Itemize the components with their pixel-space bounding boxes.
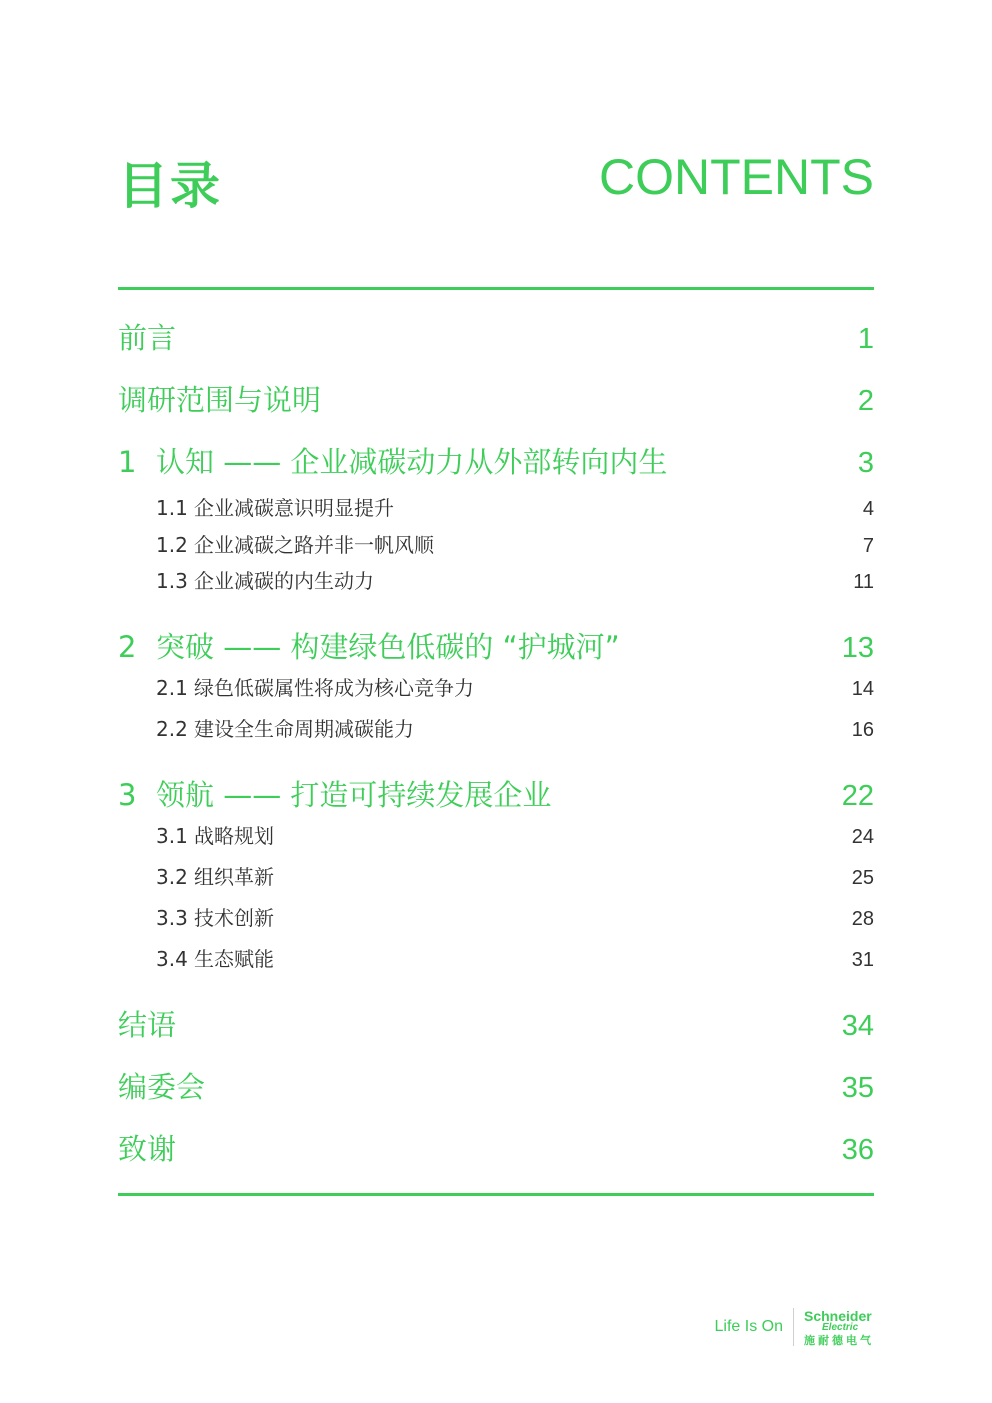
toc-label: 建设全生命周期减碳能力 [194, 717, 414, 741]
footer-logo [715, 1308, 874, 1346]
toc-label: 编委会 [118, 1070, 206, 1104]
page-title: 目录 [118, 157, 222, 215]
top-divider [118, 287, 874, 290]
toc-page: 31 [851, 949, 874, 971]
section-number: 3.4 [156, 947, 188, 971]
toc-label: 致谢 [118, 1132, 177, 1166]
section-number: 1.2 [156, 533, 188, 557]
toc-item-committee[interactable] [118, 1065, 874, 1106]
toc-item-chapter-3[interactable] [118, 773, 874, 814]
toc-page: 13 [841, 632, 874, 664]
toc-page: 3 [857, 447, 874, 479]
toc-label: 组织革新 [194, 865, 274, 889]
toc-item-thanks[interactable] [118, 1127, 874, 1168]
toc-label: 认知 —— 企业减碳动力从外部转向内生 [156, 445, 668, 479]
toc-label: 调研范围与说明 [118, 383, 322, 417]
chapter-number: 2 [118, 630, 137, 664]
toc-subitem-3-3[interactable] [118, 902, 874, 931]
bottom-divider [118, 1193, 874, 1196]
toc-page: 7 [862, 535, 874, 557]
toc-page: 11 [853, 571, 874, 593]
section-number: 1.3 [156, 569, 188, 593]
tagline: Life Is On [715, 1308, 794, 1346]
toc-label: 企业减碳的内生动力 [194, 569, 374, 593]
toc-subitem-1-2[interactable] [118, 529, 874, 558]
brand-logo [804, 1309, 874, 1346]
toc-label: 前言 [118, 321, 177, 355]
toc-subitem-2-2[interactable] [118, 713, 874, 742]
toc-page: 34 [841, 1010, 874, 1042]
page-title-english: CONTENTS [599, 149, 874, 205]
toc-subitem-1-1[interactable] [118, 492, 874, 521]
toc-label: 技术创新 [194, 906, 274, 930]
section-number: 3.1 [156, 824, 188, 848]
section-number: 2.2 [156, 717, 188, 741]
toc-page: 35 [841, 1072, 874, 1104]
brand-name: Schneider [804, 1307, 872, 1324]
toc-page: 14 [851, 678, 874, 700]
toc-label: 突破 —— 构建绿色低碳的 “护城河” [156, 630, 620, 664]
brand-name-cn: 施耐德电气 [804, 1333, 874, 1347]
toc-page: 28 [851, 908, 874, 930]
chapter-number: 1 [118, 445, 137, 479]
toc-item-scope[interactable] [118, 378, 874, 419]
toc-page: 25 [851, 867, 874, 889]
toc-item-chapter-1[interactable] [118, 440, 874, 481]
section-number: 3.2 [156, 865, 188, 889]
toc-page: 1 [857, 323, 874, 355]
toc-subitem-2-1[interactable] [118, 672, 874, 701]
toc-page: 4 [862, 498, 874, 520]
toc-label: 战略规划 [194, 824, 274, 848]
section-number: 2.1 [156, 676, 188, 700]
toc-subitem-3-2[interactable] [118, 861, 874, 890]
toc-label: 企业减碳意识明显提升 [194, 496, 394, 520]
section-number: 1.1 [156, 496, 188, 520]
toc-page: 22 [841, 780, 874, 812]
toc-subitem-1-3[interactable] [118, 565, 874, 594]
toc-page: 36 [841, 1134, 874, 1166]
toc-label: 企业减碳之路并非一帆风顺 [194, 533, 434, 557]
toc-page: 24 [851, 826, 874, 848]
brand-name-line2: Electric [822, 1321, 859, 1333]
toc-label: 领航 —— 打造可持续发展企业 [156, 778, 552, 812]
chapter-number: 3 [118, 778, 137, 812]
toc-item-preface[interactable] [118, 316, 874, 357]
toc-item-conclusion[interactable] [118, 1003, 874, 1044]
toc-item-chapter-2[interactable] [118, 625, 874, 666]
toc-page: 2 [857, 385, 874, 417]
toc-page: 16 [851, 719, 874, 741]
toc-label: 生态赋能 [194, 947, 274, 971]
toc-label: 结语 [118, 1008, 177, 1042]
toc-subitem-3-4[interactable] [118, 943, 874, 972]
toc-label: 绿色低碳属性将成为核心竞争力 [194, 676, 474, 700]
toc-subitem-3-1[interactable] [118, 820, 874, 849]
section-number: 3.3 [156, 906, 188, 930]
